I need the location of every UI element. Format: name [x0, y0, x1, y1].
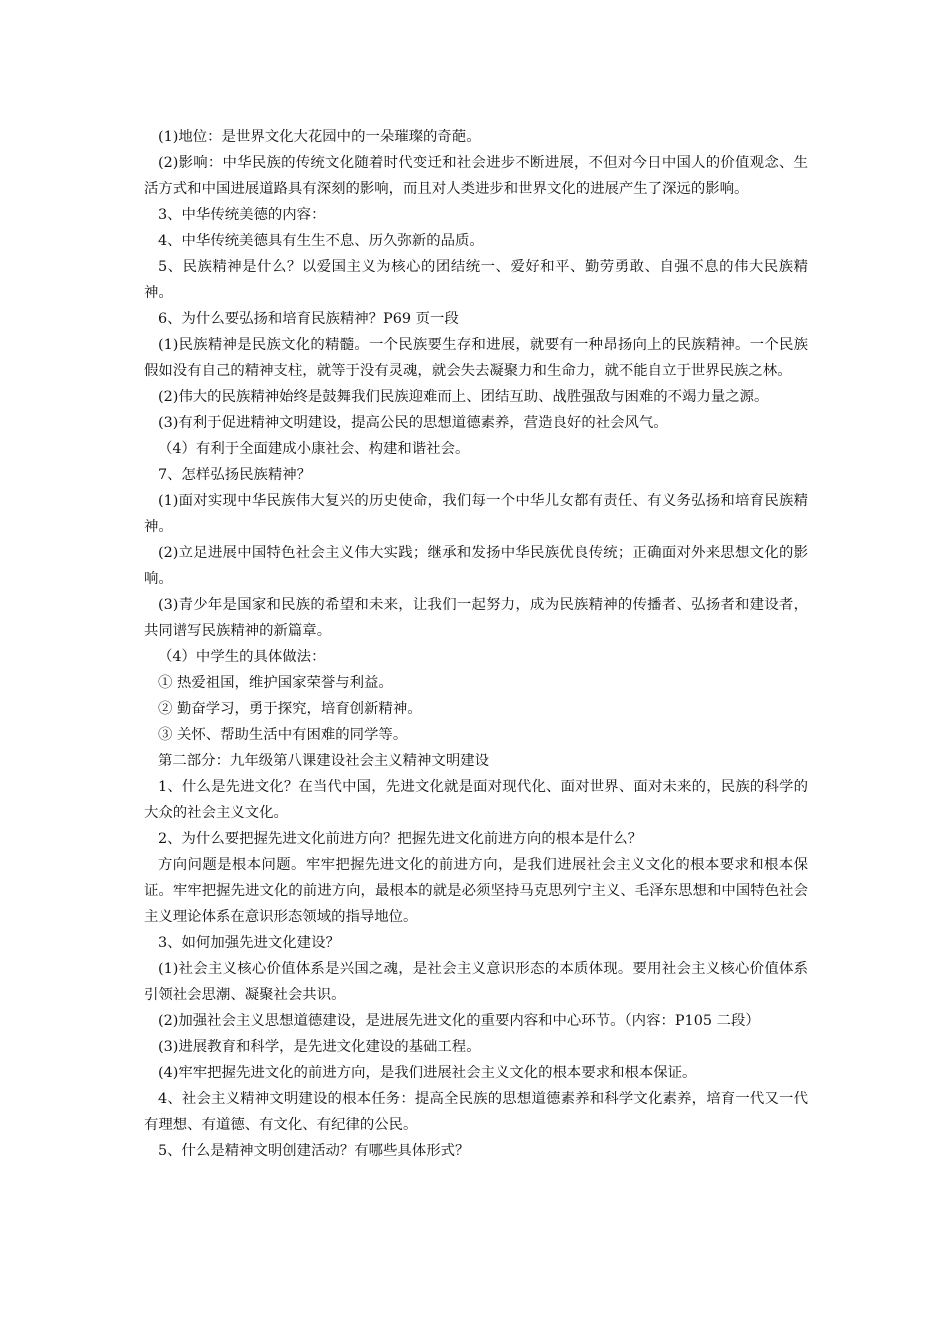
paragraph: (3)进展教育和科学，是先进文化建设的基础工程。 — [158, 1039, 481, 1055]
paragraph: （4）中学生的具体做法： — [158, 649, 326, 665]
paragraph: 4、中华传统美德具有生生不息、历久弥新的品质。 — [158, 233, 484, 249]
paragraph: 2、为什么要把握先进文化前进方向？把握先进文化前进方向的根本是什么？ — [158, 831, 643, 847]
paragraph: (2)影响：中华民族的传统文化随着时代变迁和社会进步不断进展，不但对今日中国人的价值观念、生活方式和中国进展道路具有深刻的影响，而且对人类进步和世界文化的进展产生了深远的影响。 — [144, 155, 808, 197]
paragraph: 7、怎样弘扬民族精神？ — [158, 467, 312, 483]
paragraph: (1)社会主义核心价值体系是兴国之魂，是社会主义意识形态的本质体现。要用社会主义核心价值体系引领社会思潮、凝聚社会共识。 — [144, 961, 808, 1003]
paragraph: (2)加强社会主义思想道德建设，是进展先进文化的重要内容和中心环节。（内容：P105 二段） — [158, 1013, 760, 1029]
paragraph: 方向问题是根本问题。牢牢把握先进文化的前进方向，是我们进展社会主义文化的根本要求和根本保证。牢牢把握先进文化的前进方向，最根本的就是必须坚持马克思列宁主义、毛泽东思想和中国特色社会主义理论体系在意识形态领域的指导地位。 — [144, 857, 808, 925]
paragraph: (2)立足进展中国特色社会主义伟大实践；继承和发扬中华民族优良传统；正确面对外来思想文化的影响。 — [144, 545, 808, 587]
paragraph: 5、民族精神是什么？以爱国主义为核心的团结统一、爱好和平、勤劳勇敢、自强不息的伟大民族精神。 — [144, 259, 808, 301]
paragraph: (3)有利于促进精神文明建设，提高公民的思想道德素养，营造良好的社会风气。 — [158, 415, 668, 431]
paragraph: ① 热爱祖国，维护国家荣誉与利益。 — [158, 675, 393, 691]
document-page — [144, 124, 808, 1164]
paragraph: 5、什么是精神文明创建活动？有哪些具体形式？ — [158, 1143, 470, 1159]
paragraph: (1)地位：是世界文化大花园中的一朵璀璨的奇葩。 — [158, 129, 481, 145]
paragraph: 第二部分：九年级第八课建设社会主义精神文明建设 — [158, 753, 489, 769]
paragraph: 1、什么是先进文化？在当代中国，先进文化就是面对现代化、面对世界、面对未来的，民族的科学的大众的社会主义文化。 — [144, 779, 808, 821]
paragraph: 3、如何加强先进文化建设？ — [158, 935, 340, 951]
paragraph: (4)牢牢把握先进文化的前进方向，是我们进展社会主义文化的根本要求和根本保证。 — [158, 1065, 697, 1081]
paragraph: (3)青少年是国家和民族的希望和未来，让我们一起努力，成为民族精神的传播者、弘扬者和建设者，共同谱写民族精神的新篇章。 — [144, 597, 808, 639]
paragraph: (2)伟大的民族精神始终是鼓舞我们民族迎难而上、团结互助、战胜强敌与困难的不竭力量之源。 — [158, 389, 769, 405]
paragraph: ③ 关怀、帮助生活中有困难的同学等。 — [158, 727, 408, 743]
paragraph: （4）有利于全面建成小康社会、构建和谐社会。 — [158, 441, 470, 457]
paragraph: 3、中华传统美德的内容： — [158, 207, 326, 223]
paragraph: (1)民族精神是民族文化的精髓。一个民族要生存和进展，就要有一种昂扬向上的民族精神。一个民族假如没有自己的精神支柱，就等于没有灵魂，就会失去凝聚力和生命力，就不能自立于世界民族之林。 — [144, 337, 808, 379]
paragraph: (1)面对实现中华民族伟大复兴的历史使命，我们每一个中华儿女都有责任、有义务弘扬和培育民族精神。 — [144, 493, 808, 535]
paragraph: 6、为什么要弘扬和培育民族精神？P69 页一段 — [158, 311, 459, 327]
paragraph: 4、社会主义精神文明建设的根本任务：提高全民族的思想道德素养和科学文化素养，培育一代又一代有理想、有道德、有文化、有纪律的公民。 — [144, 1091, 808, 1133]
paragraph: ② 勤奋学习，勇于探究，培育创新精神。 — [158, 701, 422, 717]
